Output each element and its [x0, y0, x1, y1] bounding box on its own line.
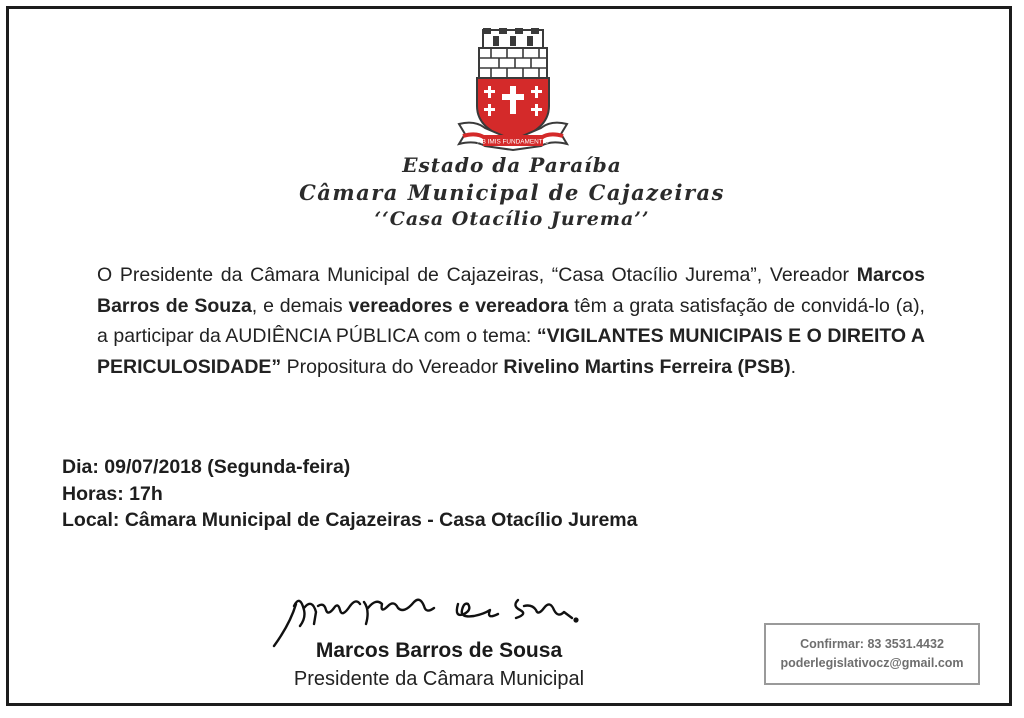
invite-part-4: Propositura do Vereador	[281, 355, 504, 378]
header-chamber: Câmara Municipal de Cajazeiras	[299, 180, 725, 205]
coat-of-arms-emblem	[455, 24, 571, 154]
invitation-text	[97, 260, 925, 382]
invite-proposer-name: Rivelino Martins Ferreira (PSB)	[503, 355, 791, 378]
invite-president-name: Marcos Barros de Souza	[97, 264, 925, 317]
invite-theme: “VIGILANTES MUNICIPAIS E O DIREITO A PERICULOSIDADE”	[97, 325, 925, 378]
signer-block	[254, 637, 624, 693]
invite-part-3: têm a grata satisfação de convidá-lo (a), a participar da AUDIÊNCIA PÚBLICA com o tema:	[97, 294, 925, 347]
confirm-phone: Confirmar: 83 3531.4432	[800, 637, 944, 651]
signer-role: Presidente da Câmara Municipal	[293, 668, 585, 690]
event-hours: Horas: 17h	[62, 482, 163, 505]
invite-council-group: vereadores e vereadora	[348, 294, 569, 317]
invite-part-2: , e demais	[251, 294, 349, 317]
crest-motto: AB IMIS FUNDAMENTIS	[477, 138, 549, 146]
invite-part-1: O Presidente da Câmara Municipal de Cajazeiras, “Casa Otacílio Jurema”, Vereador	[97, 264, 857, 286]
event-day: Dia: 09/07/2018 (Segunda-feira)	[62, 456, 351, 478]
signer-name: Marcos Barros de Sousa	[315, 639, 563, 662]
event-location: Local: Câmara Municipal de Cajazeiras - Casa Otacílio Jurema	[62, 509, 638, 531]
header-state: Estado da Paraíba	[402, 153, 622, 177]
invite-part-5: .	[790, 355, 797, 378]
institution-header	[0, 152, 1024, 233]
header-house: ‘‘Casa Otacílio Jurema’’	[374, 208, 650, 230]
event-details	[62, 454, 822, 534]
contact-box	[764, 623, 980, 685]
contact-email: poderlegislativocz@gmail.com	[780, 656, 964, 670]
